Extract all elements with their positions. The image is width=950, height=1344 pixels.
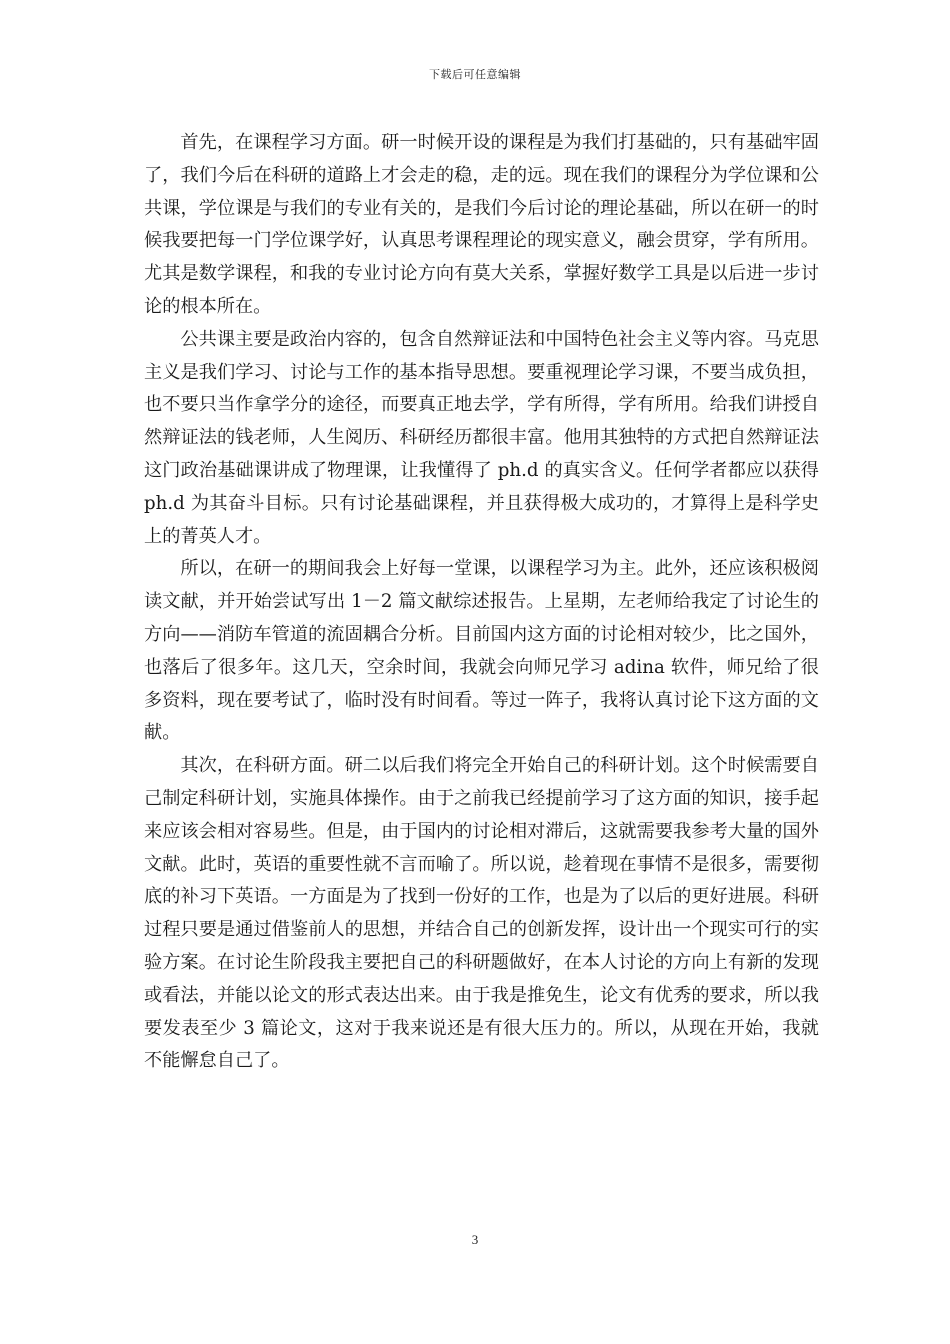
- page-header: 下载后可任意编辑: [429, 68, 521, 81]
- paragraph: 首先，在课程学习方面。研一时候开设的课程是为我们打基础的，只有基础牢固了，我们今后在科研的道路上才会走的稳，走的远。现在我们的课程分为学位课和公共课，学位课是与我们的专业有关的，是我们今后讨论的理论基础，所以在研一的时候我要把每一门学位课学好，认真思考课程理论的现实意义，融会贯穿，学有所用。尤其是数学课程，和我的专业讨论方向有莫大关系，掌握好数学工具是以后进一步讨论的根本所在。: [144, 132, 819, 317]
- paragraph: 公共课主要是政治内容的，包含自然辩证法和中国特色社会主义等内容。马克思主义是我们学习、讨论与工作的基本指导思想。要重视理论学习课，不要当成负担，也不要只当作拿学分的途径，而要真正地去学，学有所得，学有所用。给我们讲授自然辩证法的钱老师，人生阅历、科研经历都很丰富。他用其独特的方式把自然辩证法这门政治基础课讲成了物理课，让我懂得了 ph.d 的真实含义。任何学者都应以获得 ph.d 为其奋斗目标。只有讨论基础课程，并且获得极大成功的，才算得上是科学史上的菁英人才。: [144, 328, 819, 547]
- paragraph: 其次，在科研方面。研二以后我们将完全开始自己的科研计划。这个时候需要自己制定科研计划，实施具体操作。由于之前我已经提前学习了这方面的知识，接手起来应该会相对容易些。但是，由于国内的讨论相对滞后，这就需要我参考大量的国外文献。此时，英语的重要性就不言而喻了。所以说，趁着现在事情不是很多，需要彻底的补习下英语。一方面是为了找到一份好的工作，也是为了以后的更好进展。科研过程只要是通过借鉴前人的思想，并结合自己的创新发挥，设计出一个现实可行的实验方案。在讨论生阶段我主要把自己的科研题做好，在本人讨论的方向上有新的发现或看法，并能以论文的形式表达出来。由于我是推免生，论文有优秀的要求，所以我要发表至少 3 篇论文，这对于我来说还是有很大压力的。所以，从现在开始，我就不能懈怠自己了。: [144, 755, 819, 1072]
- paragraph: 所以，在研一的期间我会上好每一堂课，以课程学习为主。此外，还应该积极阅读文献，并开始尝试写出 1－2 篇文献综述报告。上星期，左老师给我定了讨论生的方向——消防车管道的流固耦合分析。目前国内这方面的讨论相对较少，比之国外，也落后了很多年。这几天，空余时间，我就会向师兄学习 adina 软件，师兄给了很多资料，现在要考试了，临时没有时间看。等过一阵子，我将认真讨论下这方面的文献。: [144, 558, 819, 744]
- document-body: [144, 127, 819, 1078]
- page-number: 3: [471, 1232, 479, 1247]
